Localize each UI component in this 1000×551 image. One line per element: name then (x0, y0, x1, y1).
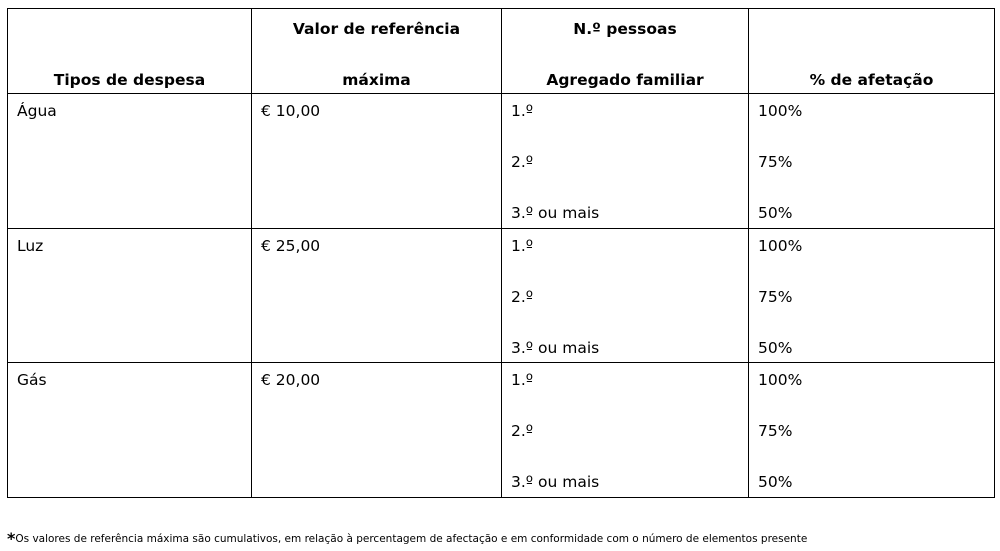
cell-valor (252, 363, 502, 498)
footnote (7, 527, 807, 546)
footnote-marker: * (7, 529, 16, 548)
header-tipos-de-despesa (8, 9, 252, 94)
afetacao-label: 75% (758, 287, 793, 306)
cell-valor (252, 94, 502, 229)
table-row (8, 363, 995, 498)
afetacao-label: 100% (758, 371, 803, 390)
pessoas-label: 3.º ou mais (511, 204, 600, 223)
pessoas-label: 1.º (511, 102, 534, 121)
header-line-bottom: Agregado familiar (546, 71, 704, 89)
afetacao-label: 50% (758, 473, 793, 492)
header-line-bottom: % de afetação (809, 71, 934, 89)
pessoas-label: 3.º ou mais (511, 338, 600, 357)
table-row (8, 228, 995, 363)
pessoas-label: 1.º (511, 371, 534, 390)
header-numero-pessoas (502, 9, 749, 94)
cell-afetacao (749, 228, 995, 363)
afetacao-label: 100% (758, 236, 803, 255)
afetacao-label: 75% (758, 153, 793, 172)
table-header-row (8, 9, 995, 94)
cell-tipo (8, 94, 252, 229)
cell-pessoas (502, 228, 749, 363)
tipo-label: Gás (17, 371, 47, 390)
afetacao-label: 75% (758, 422, 793, 441)
header-line-top: N.º pessoas (573, 20, 677, 38)
pessoas-label: 2.º (511, 422, 534, 441)
valor-label: € 25,00 (261, 236, 321, 255)
cell-valor (252, 228, 502, 363)
footnote-text: Os valores de referência máxima são cumulativos, em relação à percentagem de afectação e em conformidade com o número de elementos presente (15, 533, 808, 545)
cell-pessoas (502, 94, 749, 229)
header-line-bottom: Tipos de despesa (53, 71, 206, 89)
pessoas-label: 1.º (511, 236, 534, 255)
header-valor-referencia (252, 9, 502, 94)
header-line-bottom: máxima (342, 71, 411, 89)
cell-tipo (8, 228, 252, 363)
header-line-top: Valor de referência (292, 20, 461, 38)
cell-pessoas (502, 363, 749, 498)
valor-label: € 10,00 (261, 102, 321, 121)
tipo-label: Água (17, 102, 57, 121)
cell-afetacao (749, 363, 995, 498)
cell-afetacao (749, 94, 995, 229)
cell-tipo (8, 363, 252, 498)
expense-table (7, 8, 995, 498)
pessoas-label: 3.º ou mais (511, 473, 600, 492)
tipo-label: Luz (17, 236, 44, 255)
pessoas-label: 2.º (511, 153, 534, 172)
header-percentagem-afetacao (749, 9, 995, 94)
table-row (8, 94, 995, 229)
afetacao-label: 50% (758, 338, 793, 357)
afetacao-label: 100% (758, 102, 803, 121)
valor-label: € 20,00 (261, 371, 321, 390)
afetacao-label: 50% (758, 204, 793, 223)
pessoas-label: 2.º (511, 287, 534, 306)
